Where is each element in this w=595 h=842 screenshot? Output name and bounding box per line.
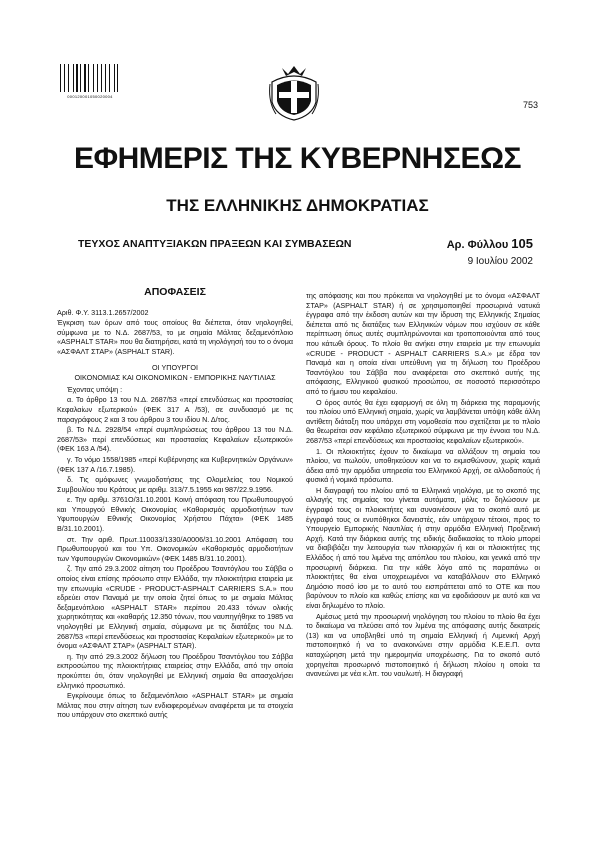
barcode-bar bbox=[73, 64, 74, 92]
page-number: 753 bbox=[522, 100, 538, 110]
paragraph: δ. Τις ομόφωνες γνωμοδοτήσεις της Ολομελείας του Νομικού Συμβουλίου του Κράτους με αριθμ. 313/7.5.1955 και 987/22.9.1956. bbox=[57, 475, 293, 494]
series-label: ΤΕΥΧΟΣ ΑΝΑΠΤΥΞΙΑΚΩΝ ΠΡΑΞΕΩΝ ΚΑΙ ΣΥΜΒΑΣΕΩΝ bbox=[78, 238, 352, 250]
barcode-bar bbox=[95, 64, 96, 92]
barcode-bar bbox=[106, 64, 107, 92]
ministers-heading: ΟΙ ΥΠΟΥΡΓΟΙ bbox=[152, 362, 198, 372]
barcode-bar bbox=[60, 64, 61, 92]
paragraph: Εγκρίνουμε όπως το δεξαμενόπλοιο «ASPHALT STAR» με σημαία Μάλτας που στην αίτηση των ενδιαφερομένων αναφέρεται με τα στοιχεία που υπάρχουν στο σκεπτικό αυτής bbox=[57, 691, 293, 720]
paragraph: της απόφασης και που πρόκειται να νηολογηθεί με το όνομα «ΑΣΦΑΛΤ ΣΤΑΡ» (ASPHALT STAR) ή σε χρησιμοποιηθεί προσωρινά νατυκά έγγραφα από την έκδοση αυτών και την ίδρυση της Ελληνικής Σημαίας διέπεται από τις διατάξεις των Ελληνικών νόμων που ισχύουν σε κάθε περίπτωση όπως αυτές συμπληρώνονται και τροποποιούνται από τους που κάτωθι όρους. Το πλοίο θα ανήκει στην εταιρεία με την επωνυμία «CRUDE - PRODUCT - ASPHALT CARRIERS S.A.» με έδρα τον Παναμά και η οποία είναι υπεύθυνη για τη δήλωση του Προέδρου Τσαντόγλου του Σάββα που αναφέρεται στο σκεπτικό αυτής της απόφασης, Ελληνικού φυσικού προσώπου, σε ποσοστό περισσότερο από το ήμισυ του κεφαλαίου. bbox=[306, 291, 540, 396]
barcode-bar bbox=[68, 64, 69, 92]
paragraph: ζ. Την από 29.3.2002 αίτηση του Προέδρου Τσαντόγλου του Σάββα ο οποίος είναι επίσης πρόσωπο στην Ελλάδα, την πλοιοκτήτρια εταιρεία με την επωνυμία «CRUDE - PRODUCT-ASPHALT CARRIERS S.A.» που εδρεύει στον Παναμά με την οποία ζητεί όπως το με σημαία Μάλτας δεξαμενόπλοιο «ASPHALT STAR» περίπου 20.433 τόνων ολικής χωρητικότητας και «καθαρής 12.350 τόνων, που ναυπηγήθηκε το 1985 να νηολογηθεί με Ελληνική σημαία, σύμφωνα με τις διατάξεις του Ν.Δ. 2687/53 «περί επενδύσεως και προστασίας Κεφαλαίων εξωτερικού» με το όνομα «ΑΣΦΑΛΤ ΣΤΑΡ» (ASPHALT STAR). bbox=[57, 564, 293, 651]
paragraph: α. Το άρθρο 13 του Ν.Δ. 2687/53 «περί επενδύσεως και προστασίας Κεφαλαίων εξωτερικού» (ΦΕΚ 317 Α /53), σε συνδυασμό με τις παραγράφους 2 και 3 του άρθρου 3 του ιδίου Ν. Δ/τος. bbox=[57, 395, 293, 424]
barcode-bar bbox=[93, 64, 94, 92]
issue-number: 105 bbox=[511, 236, 533, 251]
issue-date: 9 Ιουλίου 2002 bbox=[467, 256, 533, 267]
gazette-title: ΕΦΗΜΕΡΙΣ ΤΗΣ ΚΥΒΕΡΝΗΣΕΩΣ bbox=[73, 142, 522, 175]
barcode-bar bbox=[103, 64, 104, 92]
issue-info bbox=[447, 236, 533, 251]
barcode-bar bbox=[79, 64, 80, 92]
having-regard: Έχοντας υπόψη : bbox=[67, 384, 123, 394]
barcode-bar bbox=[88, 64, 89, 92]
paragraph: 1. Οι πλοιοκτήτες έχουν το δικαίωμα να αλλάξουν τη σημαία του πλοίου, να πωλούν, υποθηκεύουν και να το εκμισθώνουν, χωρίς καμιά άδεια από την αρμόδια υπηρεσία του Ελληνικού Αρχή, σε αλλοδαπούς ή φυσικά ή νομικά πρόσωπα. bbox=[306, 446, 540, 485]
paragraph: β. Το Ν.Δ. 2928/54 «περί συμπληρώσεως του άρθρου 13 του Ν.Δ. 2687/53» περί επενδύσεως και προστασίας Κεφαλαίων εξωτερικού» (ΦΕΚ 163 Α /54). bbox=[57, 425, 293, 454]
barcode-bar bbox=[66, 64, 67, 92]
barcode-bar bbox=[109, 64, 110, 92]
barcode-bar bbox=[62, 64, 63, 92]
barcode-bar bbox=[101, 64, 102, 92]
paragraph: η. Την από 29.3.2002 δήλωση του Προέδρου Τσαντόγλου του Σάββα εκπροσώπου της πλοιοκτήτριας εταιρείας στην Ελλάδα, από την οποία προκύπτει ότι, όταν νηολογηθεί με Ελληνική σημαία θα απασχολήσει ελληνικό προσωπικό. bbox=[57, 651, 293, 690]
barcode-bar bbox=[90, 64, 92, 92]
right-column bbox=[306, 291, 540, 680]
decision-intro: Έγκριση των όρων από τους οποίους θα διέπεται, όταν νηολογηθεί, σύμφωνα με το Ν.Δ. 2687/53, το με σημαία Μάλτας δεξαμενόπλοιο «ASPHALT STAR» που θα διατηρήσει, κατά τη νηολόγησή του το ο όνομα «ΑΣΦΑΛΤ ΣΤΑΡ» (ASPHALT STAR). bbox=[57, 318, 293, 356]
gazette-subtitle: ΤΗΣ ΕΛΛΗΝΙΚΗΣ ΔΗΜΟΚΡΑΤΙΑΣ bbox=[166, 196, 429, 215]
barcode bbox=[60, 64, 120, 92]
left-column bbox=[57, 288, 293, 721]
paragraph: Η διαγραφή του πλοίου από τα Ελληνικά νηολόγια, με το σκοπό της αλλαγής της σημαίας του γίνεται αυτόματα, μόλις το δηλώσουν με έγγραφό τους οι πλοιοκτήτες και συναινέσουν για το σκοπό αυτό με έγγραφό τους οι ενυπόθηκοι δανειστές, εάν υπάρχουν τέτοιοι, προς το Υπουργείο Εμπορικής Ναυτιλίας ή στην αρμόδια Ελληνική Προξενική Αρχή. Κατά την διάρκεια αυτής της ειδικής διαδικασίας το πλοίο μπορεί να διαβιβάζει την λειτουργία των πλοιαρχών ή και οι πλοιοκτήτες της Ελλάδος ή από του λιμένα της απόπλου του πλοίου, και γενικά από την προσωρινή διάρκεια. Για την κάθε λόγο από τις παραπάνω οι πλοιοκτήτες θα είναι υποχρεωμένοι να καταβάλλουν στο Ελληνικό Δημόσιο ποσό ίσο με το αυτό του εισπράττεται από το ΟΤΕ και που βαρύνουν το πλοίο και καθώς επίσης και να εφοδιάσουν με αυτό και να είναι δηλωμένο το πλοίο. bbox=[306, 485, 540, 610]
barcode-bar bbox=[80, 64, 81, 92]
barcode-bar bbox=[70, 64, 72, 92]
barcode-bar bbox=[64, 64, 65, 92]
barcode-bar bbox=[119, 64, 120, 92]
barcode-bar bbox=[82, 64, 83, 92]
paragraph: Ο όρος αυτός θα έχει εφαρμογή σε όλη τη διάρκεια της παραμονής του πλοίου υπό Ελληνική σημαία, χωρίς να λαμβάνεται υπόψη κάθε άλλη αντίθετη διάταξη που υπάρχει στη νομοθεσία που σχετίζεται με το πλοίο θα θεωρείται σαν κεφάλαιο εξωτερικού σύμφωνα με την έννοια του Ν.Δ. 2687/53 «περί επενδύσεως και προστασίας κεφαλαίων εξωτερικού». bbox=[306, 397, 540, 445]
barcode-bar bbox=[87, 64, 88, 92]
barcode-bar bbox=[115, 64, 116, 92]
barcode-bar bbox=[75, 64, 76, 92]
barcode-bar bbox=[105, 64, 106, 92]
ministers-subheading: ΟΙΚΟΝΟΜΙΑΣ ΚΑΙ ΟΙΚΟΝΟΜΙΚΩΝ - ΕΜΠΟΡΙΚΗΣ ΝΑΥΤΙΛΙΑΣ bbox=[74, 373, 276, 383]
decision-reference: Αριθ. Φ.Υ. 3113.1.2657/2002 bbox=[57, 307, 149, 317]
barcode-digits: 000120001050020004 bbox=[67, 94, 113, 99]
issue-label: Αρ. Φύλλου bbox=[446, 239, 509, 251]
barcode-bar bbox=[76, 64, 77, 92]
paragraph: στ. Την αριθ. Πρωτ.110033/1330/Α0006/31.10.2001 Απόφαση του Πρωθυπουργού και του Υπ. Οικονομικών «Καθορισμός αρμοδιοτήτων των Υφυπουργών Οικονομικών» (ΦΕΚ 1485 Β/31.10.2001). bbox=[57, 534, 293, 563]
barcode-bar bbox=[84, 64, 85, 92]
barcode-bar bbox=[97, 64, 98, 92]
section-title: ΑΠΟΦΑΣΕΙΣ bbox=[144, 286, 206, 298]
barcode-bar bbox=[117, 64, 118, 92]
paragraph: ε. Την αριθμ. 3761Ο/31.10.2001 Κοινή απόφαση του Πρωθυπουργού και Υπουργού Εθνικής Οικονομίας «Καθορισμός αρμοδιοτήτων των Υφυπουργών Εθνικής Οικονομίας Χρήστου Πάχτα» (ΦΕΚ 1485 Β/31.10.2001). bbox=[57, 495, 293, 534]
barcode-bar bbox=[110, 64, 112, 92]
paragraph: Αμέσως μετά την προσωρινή νηολόγηση του πλοίου το πλοίο θα έχει το δικαίωμα να πλεύσει από τον λιμένα της απόφασης αυτής δεκατρείς (13) και να υποβληθεί υπό τη σημαία Ελληνική ή Λιμενική Αρχή πιστοποιητικό ή να το ανακοινώνει στην αρμόδια Κ.Ε.Ε.Π. οντα καταχώρηση μετά την ημερομηνία υποχρέωσης. Για το σκοπό αυτό χορηγείται προσωρινό πιστοποιητικό ή δήλωση πλοίου η οποία τα ανανεώνει με νέα κ.λπ. του ναυλωτή. Η διαγραφή bbox=[306, 611, 540, 679]
barcode-bar bbox=[114, 64, 115, 92]
paragraph: γ. Το νόμο 1558/1985 «περί Κυβέρνησης και Κυβερνητικών Οργάνων» (ΦΕΚ 137 Α /16.7.1985). bbox=[57, 454, 293, 474]
greek-coat-of-arms-icon bbox=[268, 64, 320, 122]
barcode-bar bbox=[99, 64, 100, 92]
